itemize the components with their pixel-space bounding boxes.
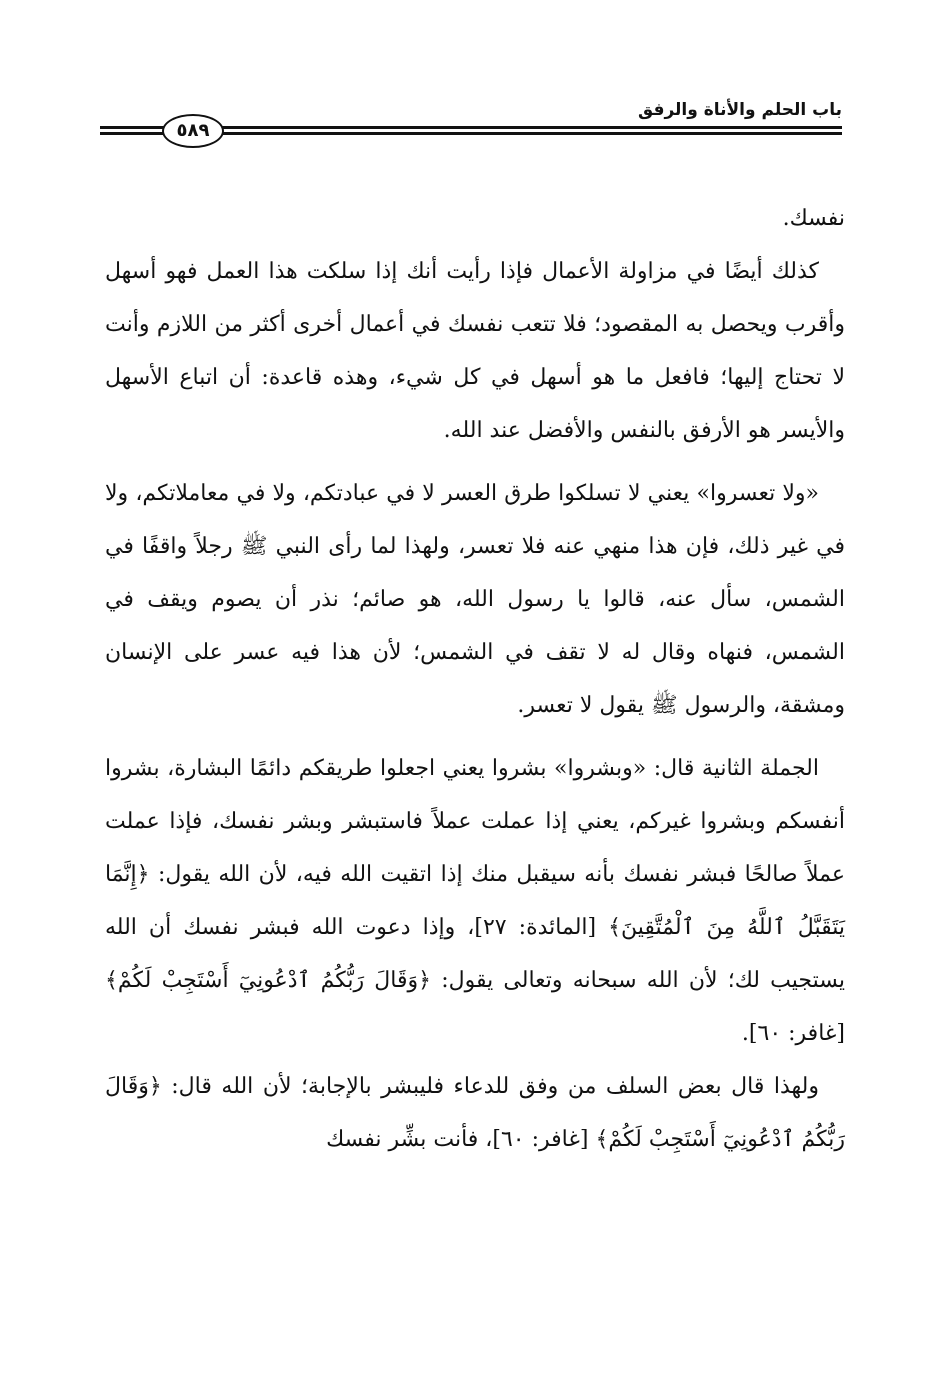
paragraph [105, 467, 845, 732]
page-number: ٥٨٩ [162, 114, 224, 148]
body-text [105, 192, 845, 1166]
running-title: باب الحلم والأناة والرفق [638, 100, 842, 120]
paragraph [105, 245, 845, 457]
paragraph-text: الجملة الثانية قال: «وبشروا» بشروا يعني اجعلوا طريقكم دائمًا البشارة، بشروا أنفسكم وبشروا غيركم، يعني إذا عملت عملاً فاستبشر وبشر نفسك، فإذا عملت عملاً صالحًا فبشر نفسك بأنه سيقبل منك إذا اتقيت الله فيه، لأن الله يقول: ﴿إِنَّمَا يَتَقَبَّلُ ٱللَّهُ مِنَ ٱلْمُتَّقِينَ﴾ [المائدة: ٢٧]، وإذا دعوت الله فبشر نفسك أن الله يستجيب لك؛ لأن الله سبحانه وتعالى يقول: ﴿وَقَالَ رَبُّكُمُ ٱدْعُونِيٓ أَسْتَجِبْ لَكُمْ﴾ [غافر: ٦٠]. [105, 756, 845, 1046]
paragraph-text: كذلك أيضًا في مزاولة الأعمال فإذا رأيت أنك إذا سلكت هذا العمل فهو أسهل وأقرب ويحصل به المقصود؛ فلا تتعب نفسك في أعمال أخرى أكثر من اللازم وأنت لا تحتاج إليها؛ فافعل ما هو أسهل في كل شيء، وهذه قاعدة: أن اتباع الأسهل والأيسر هو الأرفق بالنفس والأفضل عند الله. [105, 259, 845, 443]
paragraph-text: ولهذا قال بعض السلف من وفق للدعاء فليبشر بالإجابة؛ لأن الله قال: ﴿وَقَالَ رَبُّكُمُ ٱدْعُونِيٓ أَسْتَجِبْ لَكُمْ﴾ [غافر: ٦٠]، فأنت بشِّر نفسك [105, 1074, 845, 1152]
paragraph: نفسك. [782, 206, 845, 231]
page-header [100, 92, 842, 152]
paragraph [105, 1060, 845, 1166]
paragraph-text: «ولا تعسروا» يعني لا تسلكوا طرق العسر لا في عبادتكم، ولا في معاملاتكم، ولا في غير ذلك، فإن هذا منهي عنه فلا تعسر، ولهذا لما رأى النبي ﷺ رجلاً واقفًا في الشمس، سأل عنه، قالوا يا رسول الله، هو صائم؛ نذر أن يصوم ويقف في الشمس، فنهاه وقال له لا تقف في الشمس؛ لأن هذا فيه عسر على الإنسان ومشقة، والرسول ﷺ يقول لا تعسر. [105, 481, 845, 718]
paragraph [105, 742, 845, 1060]
